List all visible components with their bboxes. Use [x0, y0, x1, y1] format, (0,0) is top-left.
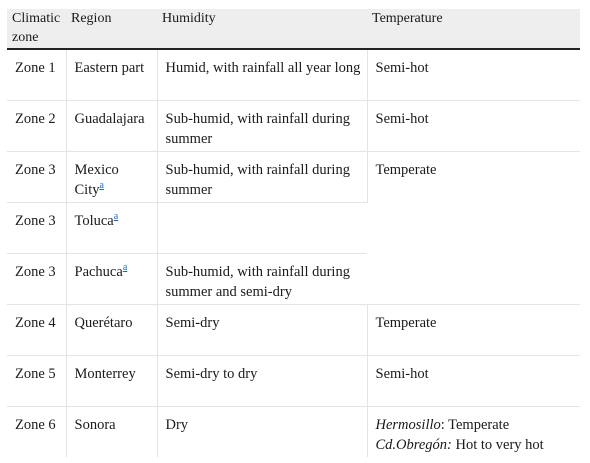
zone-cell: Zone 2 [7, 100, 66, 151]
humidity-cell [157, 202, 367, 253]
climate-table-container [7, 9, 580, 457]
temperature-value: Hot to very hot [455, 436, 544, 453]
region-cell [66, 253, 157, 304]
region-cell: Sonora [66, 406, 157, 457]
temperature-cell: Semi-hot [367, 100, 580, 151]
city-label: Hermosillo [375, 416, 441, 433]
temperature-line [376, 435, 576, 455]
zone-cell: Zone 4 [7, 304, 66, 355]
table-row [7, 355, 580, 406]
temperature-cell [367, 406, 580, 457]
table-row [7, 304, 580, 355]
temperature-value: Temperate [448, 416, 510, 433]
header-region: Region [66, 9, 157, 49]
header-humidity: Humidity [157, 9, 367, 49]
region-cell: Monterrey [66, 355, 157, 406]
footnote-link[interactable]: a [122, 261, 128, 273]
table-header-row [7, 9, 580, 49]
zone-cell: Zone 1 [7, 49, 66, 100]
zone-cell: Zone 6 [7, 406, 66, 457]
zone-cell: Zone 5 [7, 355, 66, 406]
temperature-cell: Temperate [367, 304, 580, 355]
footnote-link[interactable]: a [99, 179, 104, 191]
humidity-cell: Sub-humid, with rainfall during summer [157, 100, 367, 151]
humidity-cell: Semi-dry to dry [157, 355, 367, 406]
region-cell: Eastern part [66, 49, 157, 100]
table-row [7, 49, 580, 100]
table-row [7, 406, 580, 457]
temperature-cell: Semi-hot [367, 355, 580, 406]
humidity-cell: Sub-humid, with rainfall during summer and semi-dry [157, 253, 367, 304]
header-temperature: Temperature [367, 9, 580, 49]
city-label: Cd.Obregón: [375, 436, 452, 453]
separator: : [440, 416, 449, 433]
region-cell [66, 151, 157, 202]
region-cell: Querétaro [66, 304, 157, 355]
temperature-line [376, 415, 576, 435]
region-label: Pachuca [74, 263, 123, 280]
climate-zones-table [7, 9, 580, 457]
zone-cell: Zone 3 [7, 253, 66, 304]
humidity-cell: Semi-dry [157, 304, 367, 355]
region-cell: Guadalajara [66, 100, 157, 151]
region-cell [66, 202, 157, 253]
footnote-link[interactable]: a [113, 210, 119, 222]
humidity-cell: Humid, with rainfall all year long [157, 49, 367, 100]
temperature-cell: Semi-hot [367, 49, 580, 100]
table-row [7, 100, 580, 151]
humidity-cell: Sub-humid, with rainfall during summer [157, 151, 367, 202]
region-label: Mexico City [74, 161, 119, 198]
zone-cell: Zone 3 [7, 202, 66, 253]
temperature-cell: Temperate [367, 151, 580, 304]
table-row [7, 151, 580, 202]
header-climatic-zone: Climatic zone [7, 9, 66, 49]
region-label: Toluca [74, 212, 114, 229]
zone-cell: Zone 3 [7, 151, 66, 202]
humidity-cell: Dry [157, 406, 367, 457]
